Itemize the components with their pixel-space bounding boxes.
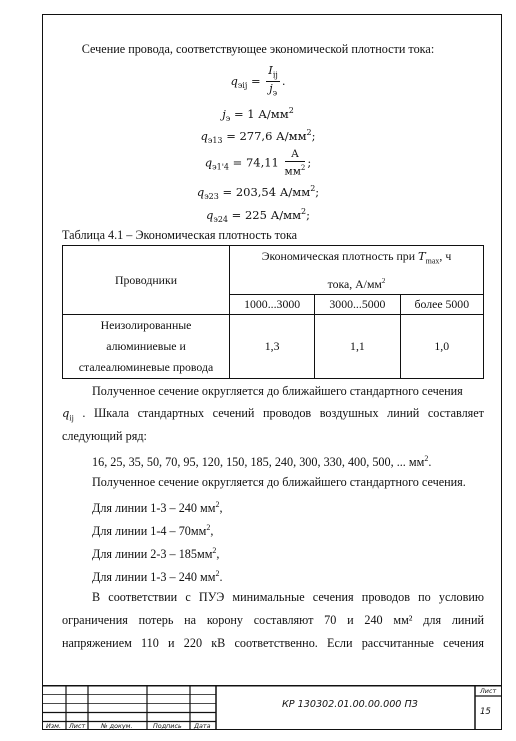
formula-main: $q_{эij}$ = $\frac{I_{ij}}{j_э}$ . (230, 63, 286, 98)
range-2: 3000...5000 (315, 295, 400, 315)
sheet-label: Лист (480, 687, 497, 695)
para3-line3: напряжением 110 и 220 кВ соответственно. Если рассчитанные сечения (62, 636, 484, 650)
table-caption: Таблица 4.1 – Экономическая плотность тока (62, 228, 298, 242)
title-block (42, 685, 502, 730)
standard-series: 16, 25, 35, 50, 70, 95, 120, 150, 185, 240, 300, 330, 400, 500, ... $мм^2$. (92, 454, 432, 470)
stamp-label-date: Дата (194, 722, 211, 730)
row-label: Неизолированные алюминиевые и сталеалюминевые провода (63, 315, 230, 379)
value-2: 1,1 (315, 315, 400, 379)
header-conductors: Проводники (63, 246, 230, 315)
document-code: КР 130302.01.00.00.000 ПЗ (282, 699, 418, 710)
density-table (62, 245, 484, 379)
para3-line1: В соответствии с ПУЭ минимальные сечения проводов по условию (92, 590, 484, 604)
para3-line2: ограничения потерь на корону составляют 70 и 240 мм² для линий (62, 613, 484, 627)
formula-q23: $q_{э23} = 203,54$ $А/мм^2$; (196, 184, 320, 202)
stamp-label-change: Изм. (46, 722, 62, 730)
formula-q13: $q_{э13} = 277,6$ $А/мм^2$; (200, 128, 316, 146)
para1-line1: Полученное сечение округляется до ближайшего стандартного сечения (92, 384, 463, 398)
formula-j: $j_э = 1$ $А/мм^2$ (222, 106, 294, 124)
formula-q24: $q_{э24} = 225$ $А/мм^2$; (205, 207, 311, 225)
range-3: более 5000 (400, 295, 483, 315)
range-1: 1000...3000 (230, 295, 315, 315)
line-item: Для линии $1-4 - 70мм^2$, (92, 523, 214, 539)
header-density: Экономическая плотность при $T_{max}$, ч тока, $А/мм^2$ (230, 246, 484, 295)
formula-q14: $q_{э1'4} = 74,11$ $\frac{А}{мм^2}$ ; (204, 148, 312, 178)
intro-text: Сечение провода, соответствующее экономической плотности тока: (81, 42, 435, 56)
stamp-label-doc-number: № докум. (101, 722, 133, 730)
line-item: Для линии $2-3 - 185мм^2$, (92, 546, 220, 562)
value-3: 1,0 (400, 315, 483, 379)
line-item: Для линии 1-3 – 240 $мм^2$. (92, 569, 223, 585)
line-item: Для линии 1-3 – 240 $мм^2$, (92, 500, 223, 516)
stamp-label-signature: Подпись (153, 722, 182, 730)
para1-line2: $q_{ij}$ . Шкала стандартных сечений проводов воздушных линий составляет (62, 406, 484, 423)
para2: Полученное сечение округляется до ближайшего стандартного сечения. (92, 475, 466, 489)
sheet-number: 15 (480, 707, 491, 717)
stamp-label-sheet: Лист (69, 722, 86, 730)
para1-line3: следующий ряд: (62, 429, 147, 443)
formula-fraction: $\frac{I_{ij}}{j_э}$ (268, 63, 278, 98)
value-1: 1,3 (230, 315, 315, 379)
